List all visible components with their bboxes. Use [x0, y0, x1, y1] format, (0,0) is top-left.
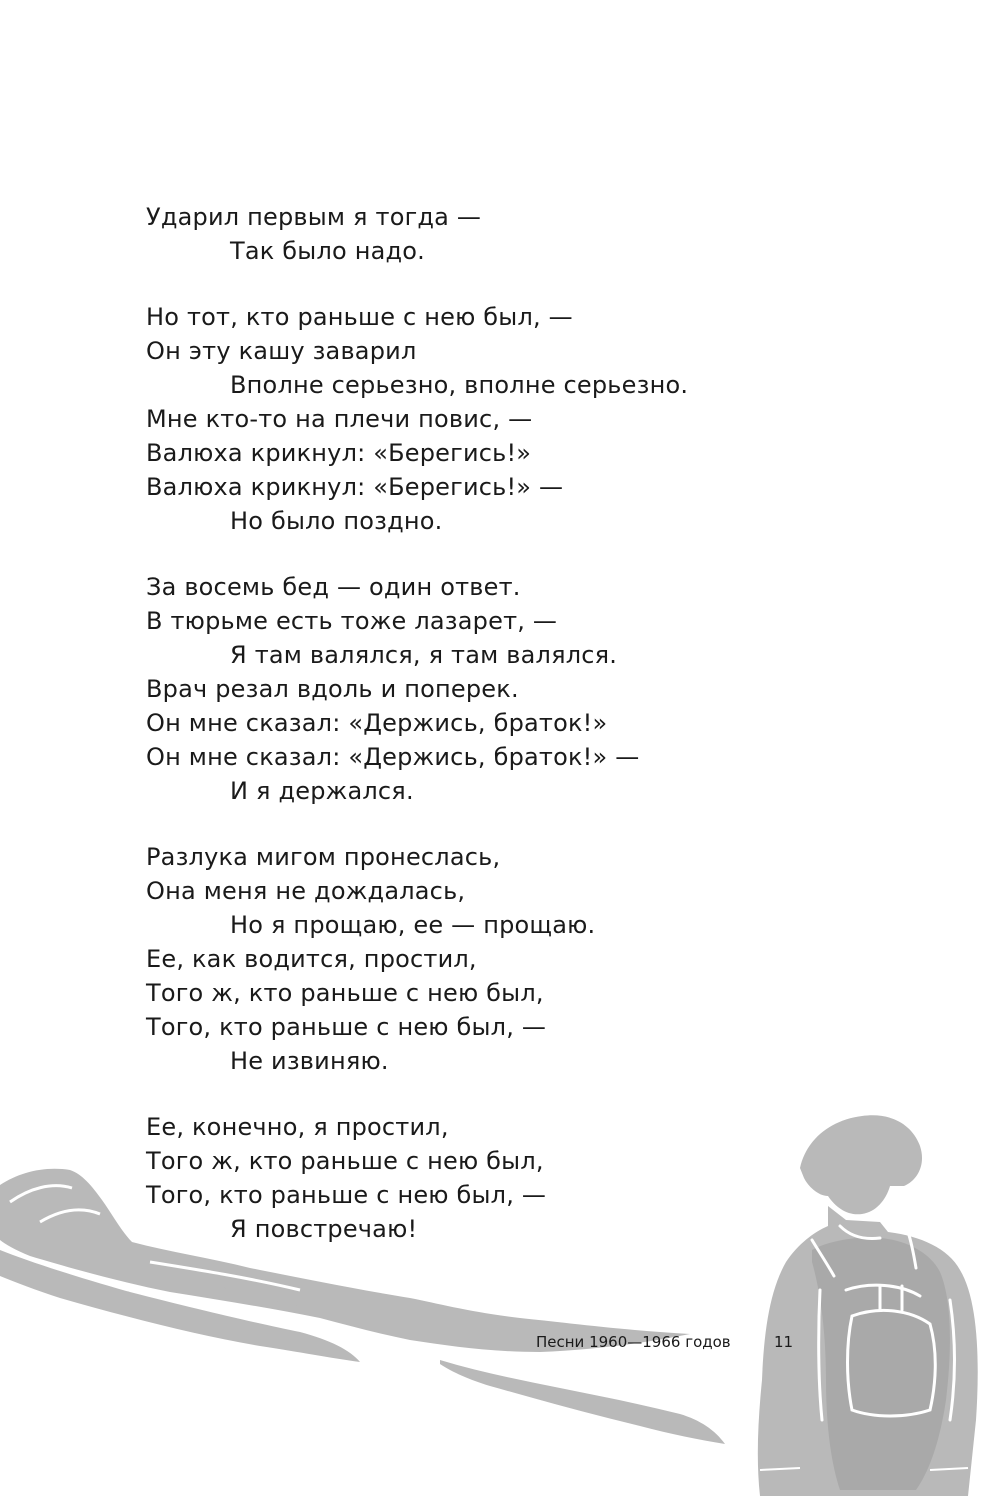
- hiker-icon: [758, 1115, 978, 1496]
- running-footer-title: Песни 1960—1966 годов: [536, 1333, 731, 1351]
- poem-line: Не извиняю.: [230, 1047, 389, 1075]
- stanza: [146, 570, 786, 808]
- poem-line: Он мне сказал: «Держись, браток!»: [146, 709, 608, 737]
- poem-line: Ударил первым я тогда —: [146, 203, 482, 231]
- poem-line: За восемь бед — один ответ.: [146, 573, 521, 601]
- poem-line: Вполне серьезно, вполне серьезно.: [230, 371, 689, 399]
- poem-line: Я повстречаю!: [230, 1215, 418, 1243]
- stanza: [146, 200, 786, 268]
- poem-line: Разлука мигом пронеслась,: [146, 843, 501, 871]
- poem-line: Он эту кашу заварил: [146, 337, 417, 365]
- poem-line: Но я прощаю, ее — прощаю.: [230, 911, 596, 939]
- poem-line: Он мне сказал: «Держись, браток!» —: [146, 743, 640, 771]
- poem-line: Того ж, кто раньше с нею был,: [146, 979, 544, 1007]
- poem-line: Я там валялся, я там валялся.: [230, 641, 618, 669]
- poem-line: Того, кто раньше с нею был, —: [146, 1013, 547, 1041]
- poem-line: Мне кто-то на плечи повис, —: [146, 405, 533, 433]
- poem-line: Валюха крикнул: «Берегись!»: [146, 439, 532, 467]
- poem-line: Ее, конечно, я простил,: [146, 1113, 449, 1141]
- page-number: 11: [774, 1333, 794, 1351]
- poem-line: И я держался.: [230, 777, 414, 805]
- poem-line: Но тот, кто раньше с нею был, —: [146, 303, 573, 331]
- stanza: [146, 1110, 786, 1246]
- poem-line: Того, кто раньше с нею был, —: [146, 1181, 547, 1209]
- stanza: [146, 840, 786, 1078]
- poem-line: Того ж, кто раньше с нею был,: [146, 1147, 544, 1175]
- poem-line: Валюха крикнул: «Берегись!» —: [146, 473, 564, 501]
- poem-line: Так было надо.: [230, 237, 425, 265]
- poem-line: В тюрьме есть тоже лазарет, —: [146, 607, 558, 635]
- poem-line: Ее, как водится, простил,: [146, 945, 477, 973]
- poem-text: [146, 200, 786, 1278]
- poem-line: Но было поздно.: [230, 507, 443, 535]
- stanza: [146, 300, 786, 538]
- page-footer: [536, 1332, 806, 1356]
- poem-line: Она меня не дождалась,: [146, 877, 466, 905]
- poem-line: Врач резал вдоль и поперек.: [146, 675, 519, 703]
